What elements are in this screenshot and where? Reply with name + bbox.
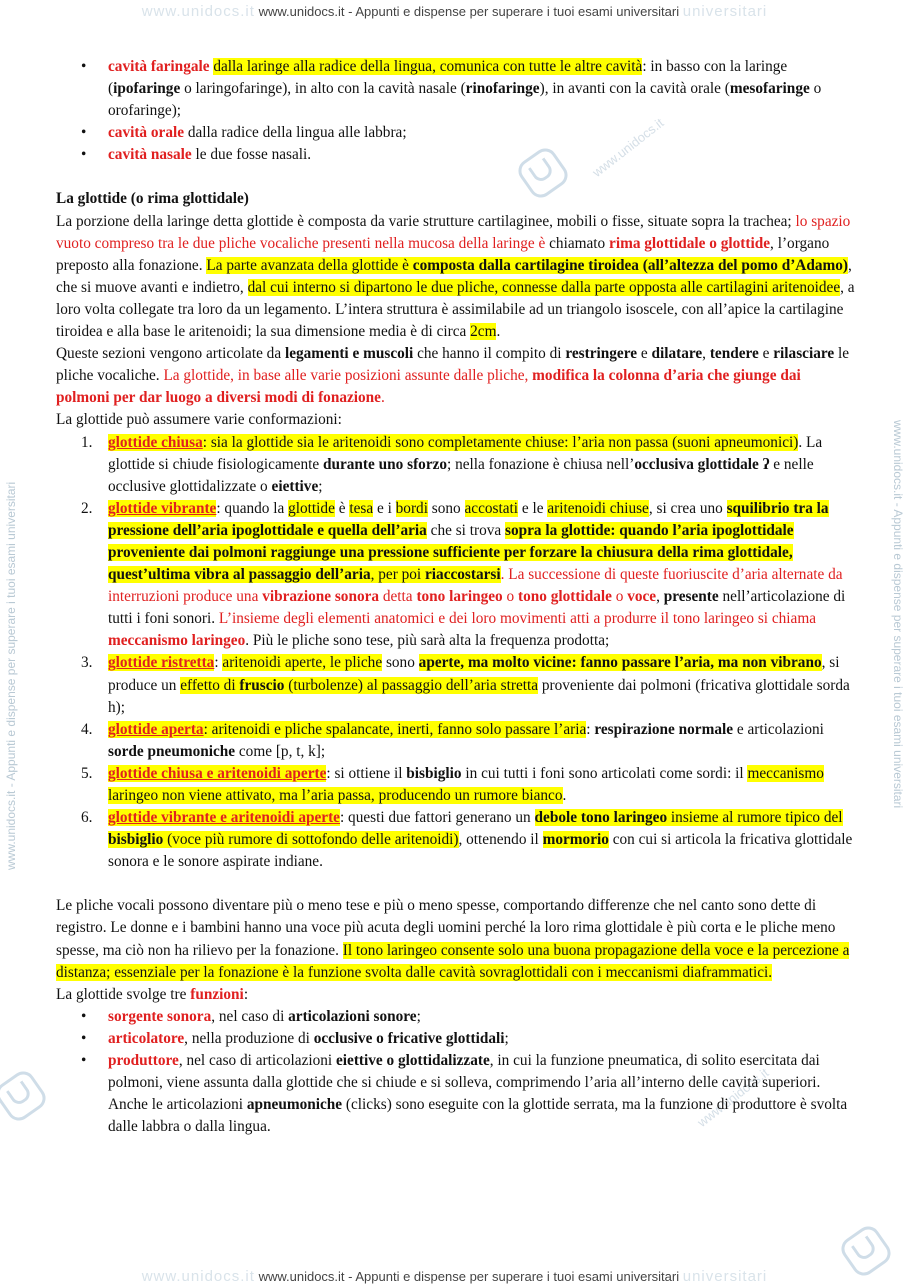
paragraph: La glottide svolge tre funzioni:	[56, 985, 249, 1003]
cavity-list	[56, 56, 856, 166]
conformations-list	[56, 432, 856, 874]
footer-watermark-right: universitari	[682, 1268, 768, 1285]
header-watermark-left: www.unidocs.it	[141, 3, 255, 20]
list-item: • cavità nasale le due fosse nasali.	[56, 144, 856, 166]
side-watermark-left: www.unidocs.it - Appunti e dispense per superare i tuoi esami universitari	[4, 481, 18, 870]
unidocs-logo-icon	[0, 1067, 50, 1125]
list-item: 6. glottide vibrante e aritenoidi aperte: questi due fattori generano un debole tono laringeo insieme al rumore tipico del bisbiglio (voce più rumore di sottofondo delle aritenoidi), ottenendo il mormorio con cui si articola la fricativa glottidale sonora e le sonore aspirate indiane.	[81, 809, 853, 871]
list-item: 1. glottide chiusa: sia la glottide sia le aritenoidi sono completamente chiuse: l’aria non passa (suoni apneumonici). La glottide si chiude fisiologicamente durante uno sforzo; nella fonazione è chiusa nell’occlusiva glottidale ʔ e nelle occlusive glottidalizzate o eiettive;	[81, 433, 823, 495]
footer-watermark-left: www.unidocs.it	[141, 1268, 255, 1285]
header-watermark-right: universitari	[682, 3, 768, 20]
paragraph: Le pliche vocali possono diventare più o meno tese e più o meno spesse, comportando differenze che nel canto sono dette di registro. Le donne e i bambini hanno una voce più acuta degli uomini perché la loro rima glottidale è più corta e le pliche meno spesse, ma ciò non ha rilievo per la fonazione. Il tono laringeo consente solo una buona propagazione della voce e la percezione a distanza; essenziale per la fonazione è la funzione svolta dalle cavità sovraglottidali con i meccanismi diaframmatici.	[56, 897, 850, 981]
list-item: • articolatore, nella produzione di occlusive o fricative glottidali;	[56, 1028, 856, 1050]
paragraph: Queste sezioni vengono articolate da legamenti e muscoli che hanno il compito di restringere e dilatare, tendere e rilasciare le pliche vocaliche. La glottide, in base alle varie posizioni assunte dalle pliche, modifica la colonna d’aria che giunge dai polmoni per dar luogo a diversi modi di fonazione.	[56, 345, 850, 407]
list-item: • sorgente sonora, nel caso di articolazioni sonore;	[56, 1006, 856, 1028]
footer-watermark	[0, 1268, 909, 1285]
list-item: 2. glottide vibrante: quando la glottide è tesa e i bordi sono accostati e le aritenoidi chiuse, si crea uno squilibrio tra la pressione dell’aria ipoglottidale e quella dell’aria che si trova sopra la glottide: quando l’aria ipoglottidale proveniente dai polmoni raggiunge una pressione sufficiente per forzare la chiusura della rima glottidale, quest’ultima vibra al passaggio dell’aria, per poi riaccostarsi. La successione di queste fuoriuscite d’aria alternate da interruzioni produce una vibrazione sonora detta tono laringeo o tono glottidale o voce, presente nell’articolazione di tutti i foni sonori. L’insieme degli elementi anatomici e dei loro movimenti atti a produrre il tono laringeo si chiama meccanismo laringeo. Più le pliche sono tese, più sarà alta la frequenza prodotta;	[81, 499, 846, 650]
list-item: 3. glottide ristretta: aritenoidi aperte, le pliche sono aperte, ma molto vicine: fanno passare l’aria, ma non vibrano, si produce un effetto di fruscio (turbolenze) al passaggio dell’aria stretta proveniente dai polmoni (fricativa glottidale sorda h);	[81, 654, 850, 716]
paragraph: La glottide può assumere varie conformazioni:	[56, 411, 342, 429]
footer-watermark-link[interactable]: www.unidocs.it - Appunti e dispense per superare i tuoi esami universitari	[258, 1269, 680, 1284]
document-body	[56, 56, 856, 1138]
list-item: 4. glottide aperta: aritenoidi e pliche spalancate, inerti, fanno solo passare l’aria: respirazione normale e articolazioni sorde pneumoniche come [p, t, k];	[81, 720, 824, 760]
list-item: • cavità orale dalla radice della lingua alle labbra;	[56, 122, 856, 144]
functions-list	[56, 1006, 856, 1139]
side-watermark-right: www.unidocs.it - Appunti e dispense per superare i tuoi esami universitari	[891, 420, 905, 809]
diagonal-watermark: www.unidocs.it	[694, 1065, 772, 1130]
header-watermark	[0, 3, 909, 20]
diagonal-watermark: www.unidocs.it	[589, 115, 667, 180]
list-item: 5. glottide chiusa e aritenoidi aperte: si ottiene il bisbiglio in cui tutti i foni sono articolati come sordi: il meccanismo laringeo non viene attivato, ma l’aria passa, producendo un rumore bianco.	[81, 764, 824, 804]
list-item: • produttore, nel caso di articolazioni eiettive o glottidalizzate, in cui la funzione pneumatica, di solito esercitata dai polmoni, viene assunta dalla glottide che si chiude e si solleva, comprimendo l’aria all’interno delle cavità superiori. Anche le articolazioni apneumoniche (clicks) sono eseguite con la glottide serrata, ma la funzione di produttore è svolta dalle labbra o dalla lingua.	[56, 1050, 856, 1138]
header-watermark-link[interactable]: www.unidocs.it - Appunti e dispense per superare i tuoi esami universitari	[258, 4, 680, 19]
paragraph: La porzione della laringe detta glottide è composta da varie strutture cartilaginee, mobili o fisse, situate sopra la trachea; lo spazio vuoto compreso tra le due pliche vocaliche presenti nella mucosa della laringe è chiamato rima glottidale o glottide, l’organo preposto alla fonazione. La parte avanzata della glottide è composta dalla cartilagine tiroidea (all’altezza del pomo d’Adamo), che si muove avanti e indietro, dal cui interno si dipartono le due pliche, connesse dalla parte opposta alle cartilagini aritenoidee, a loro volta collegate tra loro da un legamento. L’intera struttura è assimilabile ad un triangolo isoscele, con all’apice la cartilagine tiroidea e alla base le aritenoidi; la sua dimensione media è di circa 2cm.	[56, 212, 855, 341]
section-heading: La glottide (o rima glottidale)	[56, 190, 249, 208]
list-item: • cavità faringale dalla laringe alla radice della lingua, comunica con tutte le altre cavità: in basso con la laringe (ipofaringe o laringofaringe), in alto con la cavità nasale (rinofaringe), in avanti con la cavità orale (mesofaringe o orofaringe);	[56, 56, 856, 122]
